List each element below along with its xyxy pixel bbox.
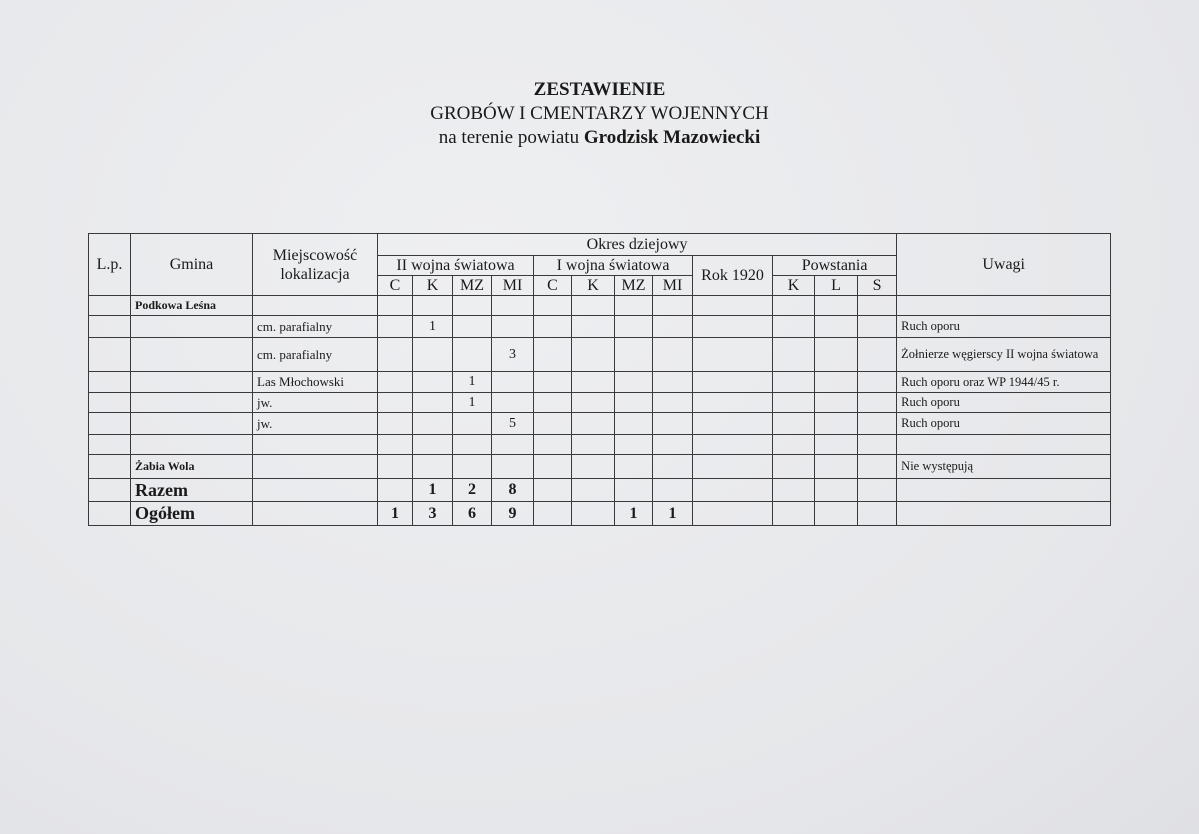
heading-subtitle: GROBÓW I CMENTARZY WOJENNYCH <box>430 103 769 124</box>
heading-region-prefix: na terenie powiatu <box>438 127 580 148</box>
header-ww1-c: C <box>534 276 572 296</box>
header-row-1 <box>89 234 1111 256</box>
header-ww2-mi: MI <box>492 276 534 296</box>
header-lp: L.p. <box>89 234 131 296</box>
count-cell: 1 <box>413 316 453 338</box>
table-row <box>89 413 1111 435</box>
heading-title: ZESTAWIENIE <box>533 79 666 100</box>
header-okres: Okres dziejowy <box>378 234 897 256</box>
note-cell: Ruch oporu <box>897 316 1111 338</box>
totals-row-ogolem <box>89 502 1111 526</box>
count-cell: 1 <box>453 393 492 413</box>
total-cell: 9 <box>492 502 534 526</box>
totals-row-razem <box>89 479 1111 502</box>
header-ww1: I wojna światowa <box>534 256 693 276</box>
header-pow-l: L <box>815 276 858 296</box>
total-cell: 2 <box>453 479 492 502</box>
location-cell: jw. <box>253 413 378 435</box>
note-cell: Ruch oporu <box>897 393 1111 413</box>
location-cell: Las Młochowski <box>253 372 378 393</box>
gmina-name: Podkowa Leśna <box>131 296 253 316</box>
header-ww2: II wojna światowa <box>378 256 534 276</box>
header-ww1-mi: MI <box>653 276 693 296</box>
header-rok1920: Rok 1920 <box>693 256 773 296</box>
total-cell: 8 <box>492 479 534 502</box>
table-row <box>89 338 1111 372</box>
heading-region <box>0 126 1199 150</box>
table-row <box>89 296 1111 316</box>
table-row <box>89 316 1111 338</box>
header-ww1-mz: MZ <box>615 276 653 296</box>
total-cell: 1 <box>413 479 453 502</box>
header-uwagi: Uwagi <box>897 234 1111 296</box>
graves-table <box>88 233 1111 526</box>
total-cell: 1 <box>653 502 693 526</box>
header-powstania: Powstania <box>773 256 897 276</box>
header-miejscowosc: Miejscowość lokalizacja <box>253 234 378 296</box>
total-cell: 3 <box>413 502 453 526</box>
header-pow-s: S <box>858 276 897 296</box>
header-pow-k: K <box>773 276 815 296</box>
count-cell: 1 <box>453 372 492 393</box>
total-cell: 1 <box>378 502 413 526</box>
total-cell: 6 <box>453 502 492 526</box>
heading-region-name: Grodzisk Mazowiecki <box>583 127 761 148</box>
location-cell: jw. <box>253 393 378 413</box>
count-cell: 3 <box>492 338 534 372</box>
table-row <box>89 435 1111 455</box>
header-ww1-k: K <box>572 276 615 296</box>
table-row <box>89 393 1111 413</box>
table-row <box>89 455 1111 479</box>
note-cell: Nie występują <box>897 455 1111 479</box>
razem-label: Razem <box>131 479 253 502</box>
header-gmina: Gmina <box>131 234 253 296</box>
total-cell: 1 <box>615 502 653 526</box>
note-cell: Ruch oporu <box>897 413 1111 435</box>
header-ww2-c: C <box>378 276 413 296</box>
location-cell: cm. parafialny <box>253 316 378 338</box>
note-cell: Ruch oporu oraz WP 1944/45 r. <box>897 372 1111 393</box>
table-row <box>89 372 1111 393</box>
header-ww2-k: K <box>413 276 453 296</box>
ogolem-label: Ogółem <box>131 502 253 526</box>
document-heading <box>0 78 1199 150</box>
count-cell: 5 <box>492 413 534 435</box>
note-cell: Żołnierze węgierscy II wojna światowa <box>897 338 1111 372</box>
gmina-name: Żabia Wola <box>131 455 253 479</box>
location-cell: cm. parafialny <box>253 338 378 372</box>
header-ww2-mz: MZ <box>453 276 492 296</box>
